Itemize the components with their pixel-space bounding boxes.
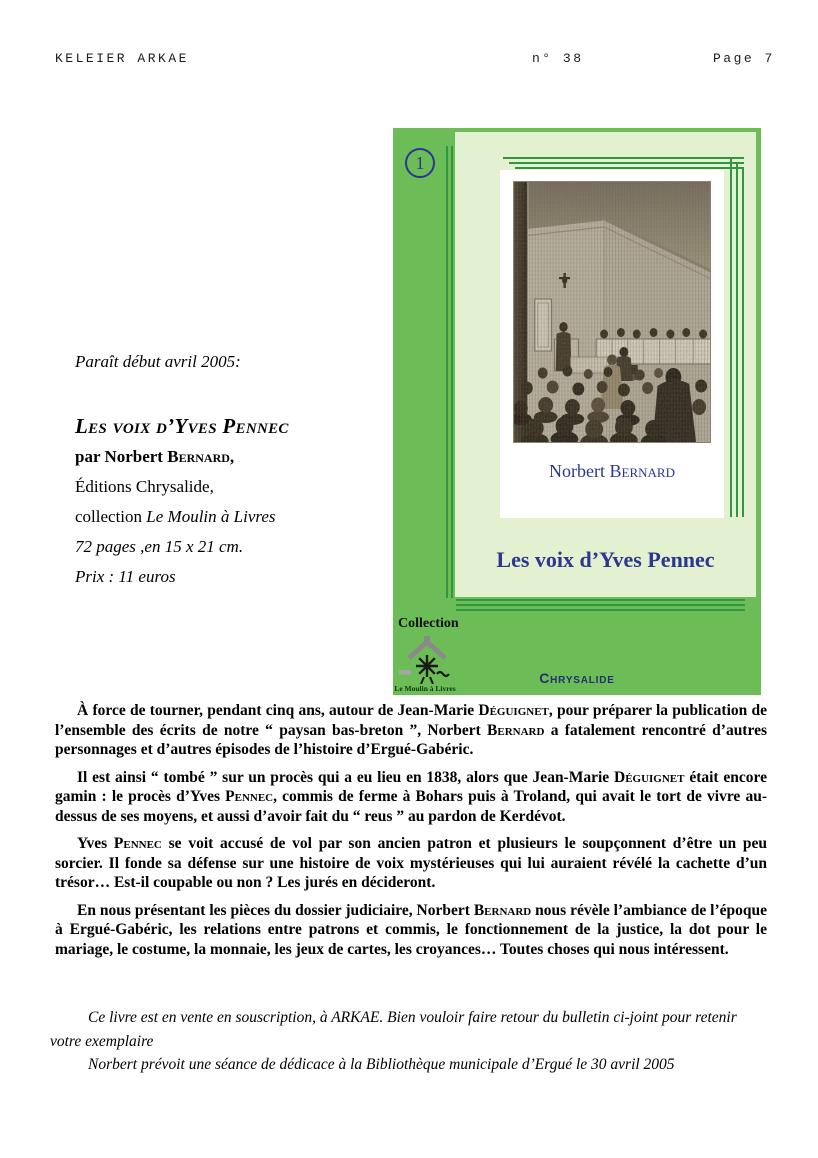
book-cover bbox=[393, 128, 761, 695]
book-title-heading: Les voix d’Yves Pennec bbox=[75, 414, 289, 438]
logo-caption: Le Moulin à Livres bbox=[394, 684, 456, 693]
circled-number-badge: 1 bbox=[405, 148, 435, 178]
signing-session-note: Norbert prévoit une séance de dédicace à la Bibliothèque municipale d’Ergué le 30 avril 2005 bbox=[88, 1056, 675, 1073]
moulin-a-livres-logo-icon bbox=[399, 636, 455, 684]
cover-border-line bbox=[456, 604, 745, 606]
cover-collection-label: Collection bbox=[398, 616, 459, 631]
cover-border-line bbox=[742, 167, 744, 517]
cover-border-line bbox=[736, 162, 738, 517]
header-page-number: Page 7 bbox=[713, 51, 775, 66]
paragraph-2: Il est ainsi “ tombé ” sur un procès qui a eu lieu en 1838, alors que Jean-Marie Déguignet était encore gamin : le procès d’Yves Pennec, commis de ferme à Bohars puis à Troland, qui avait le tort de vivre au-dessus de ses moyens, et aussi d’avoir fait du “ reus ” au pardon de Kerdévot. bbox=[55, 768, 768, 825]
subscription-note: Ce livre est en vente en souscription, à ARKAE. Bien vouloir faire retour du bulletin ci-joint pour retenir votre exemplaire bbox=[50, 1009, 737, 1050]
book-info-block bbox=[75, 352, 385, 587]
format-line: 72 pages ,en 15 x 21 cm. bbox=[75, 537, 244, 556]
cover-inner-card bbox=[500, 170, 724, 518]
article-body bbox=[55, 701, 767, 967]
book-author-line: par Norbert Bernard, bbox=[75, 447, 235, 466]
cover-border-line bbox=[509, 162, 744, 164]
cover-border-line bbox=[730, 157, 732, 517]
cover-author-name: Norbert Bernard bbox=[549, 461, 675, 481]
cover-border-line bbox=[515, 167, 744, 169]
courtroom-engraving-illustration bbox=[513, 181, 711, 443]
header-issue-number: n° 38 bbox=[532, 51, 584, 66]
cover-publisher-name: Chrysalide bbox=[539, 670, 615, 686]
publisher-line: Éditions Chrysalide, bbox=[75, 477, 214, 496]
header-publication-name: KELEIER ARKAE bbox=[55, 51, 189, 66]
cover-border-line bbox=[503, 157, 744, 159]
paragraph-1: À force de tourner, pendant cinq ans, autour de Jean-Marie Déguignet, pour préparer la publication de l’ensemble des écrits de notre “ paysan bas-breton ”, Norbert Bernard a fatalement rencontré d’autres personnages et d’autres épisodes de l’histoire d’Ergué-Gabéric. bbox=[55, 702, 768, 758]
cover-border-line bbox=[456, 599, 745, 601]
publication-date: Paraît début avril 2005: bbox=[75, 352, 241, 371]
paragraph-3: Yves Pennec se voit accusé de vol par son ancien patron et plusieurs le soupçonnent d’être un peu sorcier. Il fonde sa défense sur une histoire de voix mystérieuses qui lui auraient révélé la cachette d’un trésor… Est-il coupable ou non ? Les jurés en décideront. bbox=[55, 835, 767, 891]
price-line: Prix : 11 euros bbox=[75, 567, 176, 586]
footer-note bbox=[50, 1006, 768, 1077]
cover-spine-line bbox=[446, 146, 448, 598]
cover-spine-line bbox=[451, 146, 453, 598]
cover-border-line bbox=[456, 609, 745, 611]
collection-line: collection Le Moulin à Livres bbox=[75, 507, 276, 526]
cover-book-title: Les voix d’Yves Pennec bbox=[496, 547, 715, 572]
paragraph-4: En nous présentant les pièces du dossier judiciaire, Norbert Bernard nous révèle l’ambiance de l’époque à Ergué-Gabéric, les relations entre patrons et commis, le fonctionnement de la justice, la dot pour le mariage, le costume, la monnaie, les jeux de cartes, les croyances… Toutes choses qui nous intéressent. bbox=[55, 901, 767, 958]
